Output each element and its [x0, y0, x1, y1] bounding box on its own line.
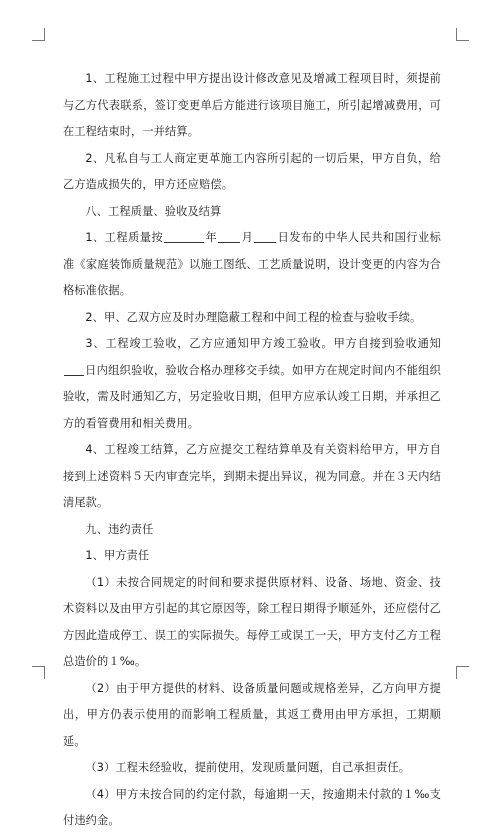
paragraph-liability-2: （2）由于甲方提供的材料、设备质量问题或规格差异，乙方向甲方提出，甲方仍表示使用的而影响工程质量，其返工费用由甲方承担，工期顺延。 — [63, 681, 441, 748]
completion-acceptance-rest: 日内组织验收，验收合格办理移交手续。如甲方在规定时间内不能组织验收，需及时通知乙方，另定验收日期，但甲方应承认竣工日期，并承担乙方的看管费用和相关费用。 — [63, 363, 441, 430]
days-blank — [64, 362, 84, 376]
crop-mark-top-left — [32, 28, 45, 41]
document-body — [63, 66, 441, 835]
paragraph-liability-3: （3）工程未经验收，提前使用，发现质量问题，自己承担责任。 — [85, 761, 411, 774]
month-label: 月 — [241, 231, 254, 244]
paragraph-private-agreement: 2、凡私自与工人商定更革施工内容所引起的一切后果，甲方自负，给乙方造成损失的，甲方还应赔偿。 — [63, 151, 441, 191]
crop-mark-bottom-left — [32, 666, 45, 679]
paragraph-hidden-works: 2、甲、乙双方应及时办理隐蔽工程和中间工程的检查与验收手续。 — [85, 310, 422, 324]
section-heading-liability: 九、违约责任 — [85, 522, 154, 536]
paragraph-liability-1: （1）未按合同规定的时间和要求提供原材料、设备、场地、资金、技术资料以及由甲方引起的其它原因等，除工程日期得予顺延外，还应偿付乙方因此造成停工、误工的实际损失。每停工或误工一天，甲方支付乙方工程总造价的１‰。 — [63, 575, 441, 668]
crop-mark-bottom-right — [456, 666, 469, 679]
completion-acceptance-prefix: 3、工程竣工验收，乙方应通知甲方竣工验收。甲方自接到验收通知 — [85, 337, 441, 350]
quality-standard-rest: 日发布的中华人民共和国行业标准《家庭装饰质量规范》以施工图纸、工艺质量说明，设计变更的内容为合格标准依据。 — [63, 231, 442, 297]
year-blank — [164, 229, 204, 243]
section-heading-quality-acceptance: 八、工程质量、验收及结算 — [85, 204, 222, 218]
year-label: 年 — [205, 231, 218, 244]
quality-standard-prefix: 1、工程质量按 — [85, 231, 164, 244]
crop-mark-top-right — [456, 28, 469, 41]
paragraph-design-change: 1、工程施工过程中甲方提出设计修改意见及增减工程项目时，须提前与乙方代表联系，签订变更单后方能进行该项目施工，所引起增减费用，可在工程结束时，一并结算。 — [63, 72, 441, 138]
paragraph-completion-settlement: 4、工程竣工结算，乙方应提交工程结算单及有关资料给甲方，甲方自接到上述资料５天内审查完毕，到期未提出异议，视为同意。并在３天内结清尾款。 — [63, 443, 441, 509]
subheading-party-a-liability: 1、甲方责任 — [85, 549, 150, 562]
paragraph-completion-acceptance — [63, 331, 441, 437]
month-blank — [218, 229, 240, 243]
day-blank — [254, 229, 276, 243]
paragraph-liability-4: （4）甲方未按合同的约定付款，每逾期一天，按逾期未付款的１‰支付违约金。 — [63, 787, 441, 827]
paragraph-quality-standard — [63, 225, 441, 305]
